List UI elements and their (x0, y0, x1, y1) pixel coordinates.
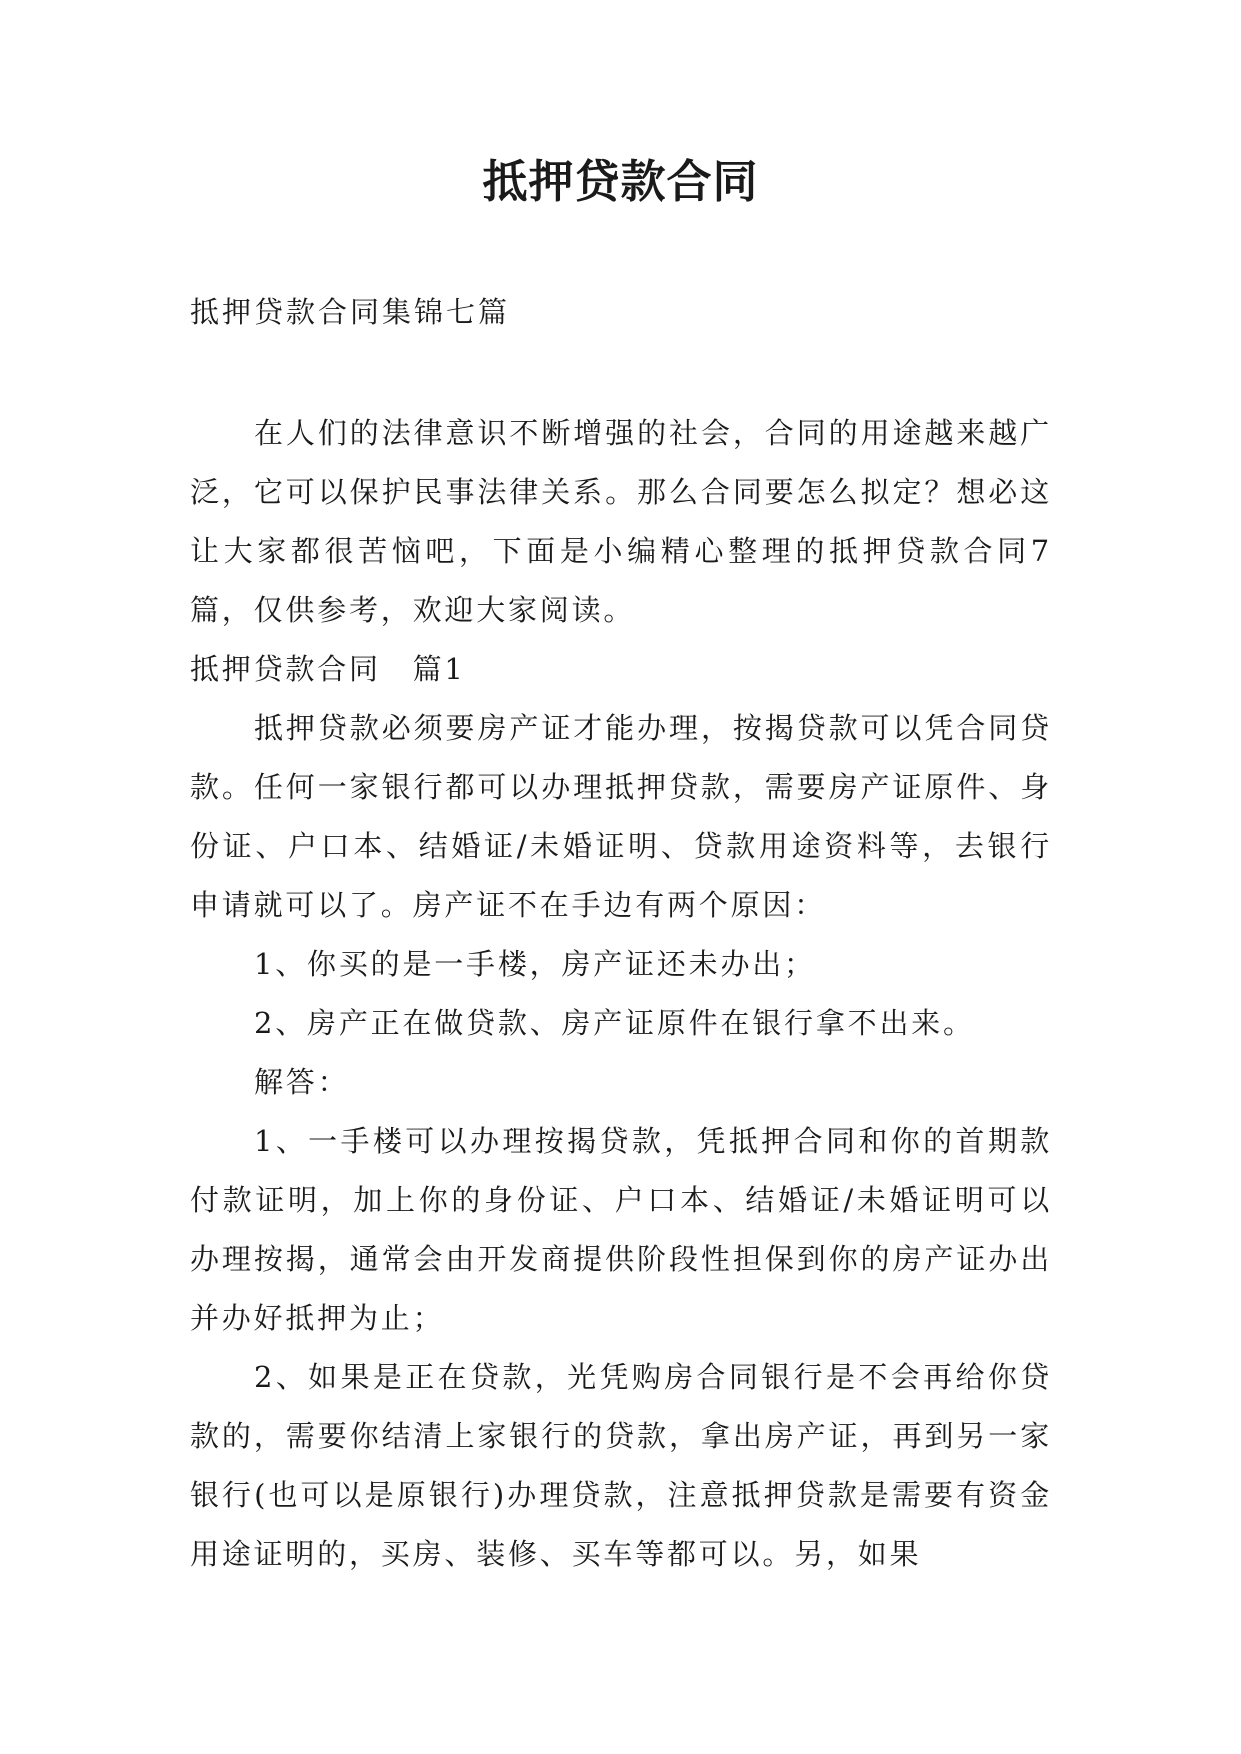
intro-paragraph: 在人们的法律意识不断增强的社会，合同的用途越来越广泛，它可以保护民事法律关系。那么合同要怎么拟定？想必这让大家都很苦恼吧，下面是小编精心整理的抵押贷款合同7篇，仅供参考，欢迎大家阅读。 (190, 416, 1052, 627)
answer-item: 1、一手楼可以办理按揭贷款，凭抵押合同和你的首期款付款证明，加上你的身份证、户口本、结婚证/未婚证明可以办理按揭，通常会由开发商提供阶段性担保到你的房产证办出并办好抵押为止； (190, 1124, 1052, 1335)
document-subtitle: 抵押贷款合同集锦七篇 (190, 295, 511, 329)
answer-label: 解答： (254, 1065, 350, 1099)
document-title: 抵押贷款合同 (482, 155, 759, 208)
answer-item: 2、如果是正在贷款，光凭购房合同银行是不会再给你贷款的，需要你结清上家银行的贷款，拿出房产证，再到另一家银行(也可以是原银行)办理贷款，注意抵押贷款是需要有资金用途证明的，买房、装修、买车等都可以。另，如果 (190, 1360, 1052, 1571)
body-paragraph: 抵押贷款必须要房产证才能办理，按揭贷款可以凭合同贷款。任何一家银行都可以办理抵押贷款，需要房产证原件、身份证、户口本、结婚证/未婚证明、贷款用途资料等，去银行申请就可以了。房产证不在手边有两个原因： (190, 711, 1052, 922)
section-heading: 抵押贷款合同 篇1 (190, 652, 466, 686)
list-item: 2、房产正在做贷款、房产证原件在银行拿不出来。 (254, 1006, 975, 1040)
document-body (190, 404, 1052, 1584)
list-item: 1、你买的是一手楼，房产证还未办出； (254, 947, 816, 981)
